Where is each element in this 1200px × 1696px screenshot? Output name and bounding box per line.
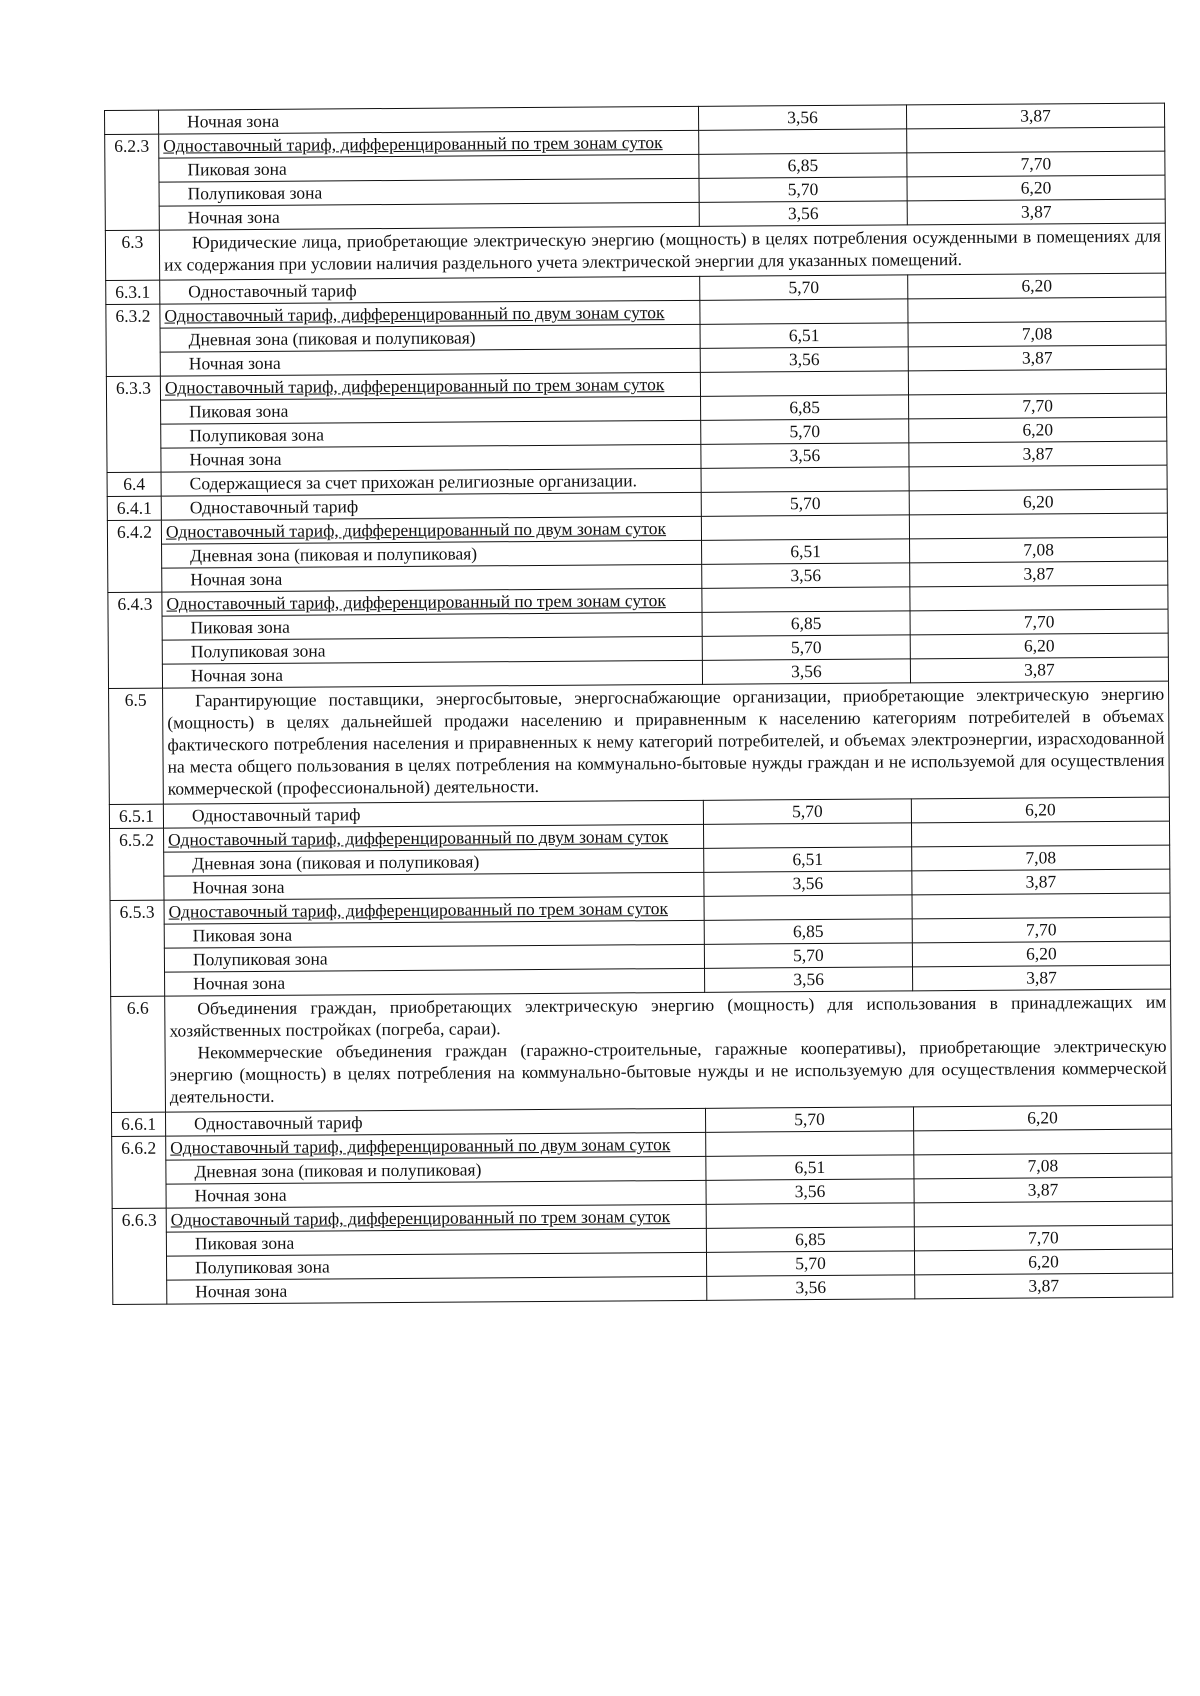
tariff-value-1: 3,56 [702,563,910,588]
tariff-value-1: 5,70 [700,275,908,300]
row-number [105,110,159,134]
tariff-value-1: 5,70 [701,419,909,444]
tariff-value-1 [704,823,912,848]
document-page [104,103,1172,1305]
tariff-value-1 [706,1131,914,1156]
tariff-value-2: 6,20 [910,633,1168,659]
tariff-name: Дневная зона (пиковая и полупиковая) [160,324,700,352]
table-row [111,989,1172,1112]
tariff-name: Полупиковая зона [164,944,704,972]
tariff-value-2 [912,893,1170,919]
tariff-name: Пиковая зона [161,396,701,424]
tariff-name: Ночная зона [162,564,702,592]
row-number: 6.5.3 [110,900,165,996]
row-number: 6.5.2 [110,828,165,900]
row-number: 6.4.3 [108,592,163,688]
tariff-name: Одноставочный тариф, дифференцированный по трем зонам суток [162,588,702,616]
row-number: 6.3 [105,230,159,280]
tariff-name: Ночная зона [160,348,700,376]
tariff-name: Полупиковая зона [159,178,699,206]
tariff-table [104,103,1173,1305]
tariff-value-1: 6,85 [704,919,912,944]
tariff-value-1 [702,587,910,612]
row-number: 6.6.2 [112,1136,167,1208]
tariff-name: Ночная зона [166,1180,706,1208]
tariff-value-1: 6,85 [702,611,910,636]
tariff-value-2: 7,08 [910,537,1168,563]
tariff-name: Одноставочный тариф, дифференцированный по двум зонам суток [161,516,701,544]
category-description [165,989,1172,1112]
tariff-name: Одноставочный тариф, дифференцированный по трем зонам суток [160,372,700,400]
tariff-name: Полупиковая зона [167,1252,707,1280]
tariff-value-2: 6,20 [909,417,1167,443]
tariff-value-1: 6,85 [706,1227,914,1252]
tariff-name: Полупиковая зона [162,636,702,664]
tariff-name: Пиковая зона [166,1228,706,1256]
tariff-value-2: 7,70 [910,609,1168,635]
tariff-value-1 [706,1203,914,1228]
tariff-name: Одноставочный тариф [160,276,700,304]
row-number: 6.6 [111,996,166,1112]
tariff-name: Пиковая зона [159,154,699,182]
tariff-value-2: 7,08 [912,845,1170,871]
tariff-name: Ночная зона [159,106,699,134]
tariff-value-2 [914,1129,1172,1155]
tariff-value-1: 5,70 [699,177,907,202]
row-number: 6.3.1 [106,280,160,304]
row-number: 6.3.2 [106,304,161,376]
tariff-value-2: 6,20 [914,1249,1172,1275]
tariff-name: Ночная зона [167,1276,707,1304]
tariff-value-1: 3,56 [699,201,907,226]
tariff-value-2: 3,87 [906,103,1164,129]
tariff-value-2: 6,20 [911,797,1169,823]
tariff-name: Содержащиеся за счет прихожан религиозные организации. [161,468,701,496]
tariff-value-2: 7,70 [909,393,1167,419]
row-number: 6.4.2 [107,520,162,592]
tariff-name: Пиковая зона [164,920,704,948]
tariff-value-2: 3,87 [908,345,1166,371]
tariff-name: Ночная зона [162,660,702,688]
tariff-value-2: 6,20 [907,175,1165,201]
row-number: 6.4.1 [107,496,161,520]
tariff-value-1: 5,70 [702,635,910,660]
tariff-name: Одноставочный тариф, дифференцированный по двум зонам суток [166,1132,706,1160]
row-number: 6.6.3 [112,1208,167,1304]
tariff-value-2: 7,70 [907,151,1165,177]
tariff-value-1: 6,85 [701,395,909,420]
tariff-name: Одноставочный тариф [161,492,701,520]
tariff-value-2: 3,87 [913,965,1171,991]
tariff-value-1: 6,51 [702,539,910,564]
tariff-name: Одноставочный тариф, дифференцированный по трем зонам суток [159,130,699,158]
tariff-value-2: 3,87 [910,561,1168,587]
tariff-name: Пиковая зона [162,612,702,640]
tariff-name: Одноставочный тариф [165,1108,705,1136]
tariff-value-1: 5,70 [701,491,909,516]
tariff-value-1: 6,85 [699,153,907,178]
tariff-name: Ночная зона [164,872,704,900]
tariff-value-2: 6,20 [912,941,1170,967]
table-row [105,223,1165,280]
tariff-value-1: 3,56 [706,1179,914,1204]
tariff-value-2: 7,08 [908,321,1166,347]
tariff-name: Одноставочный тариф, дифференцированный по двум зонам суток [160,300,700,328]
tariff-value-2: 7,70 [912,917,1170,943]
row-number: 6.4 [107,472,161,496]
tariff-name: Дневная зона (пиковая и полупиковая) [162,540,702,568]
tariff-name: Дневная зона (пиковая и полупиковая) [164,848,704,876]
category-description [163,681,1170,804]
tariff-name: Дневная зона (пиковая и полупиковая) [166,1156,706,1184]
tariff-value-2: 3,87 [914,1177,1172,1203]
tariff-value-1: 5,70 [705,1107,913,1132]
row-number: 6.3.3 [106,376,161,472]
row-number: 6.6.1 [111,1112,165,1136]
description-paragraph: Некоммерческие объединения граждан (гаражно-строительные, гаражные кооперативы), приобретающие электрическую энергию (мощность) в целях потребления на коммунально-бытовые нужды и не используемую для осуществления коммерческой деятельности. [169,1035,1167,1107]
tariff-value-2: 6,20 [913,1105,1171,1131]
tariff-value-1: 3,56 [702,659,910,684]
tariff-value-2: 3,87 [912,869,1170,895]
tariff-name: Ночная зона [159,202,699,230]
tariff-value-1: 3,56 [700,347,908,372]
tariff-value-2 [908,369,1166,395]
tariff-value-1 [700,371,908,396]
tariff-name: Одноставочный тариф, дифференцированный по трем зонам суток [164,896,704,924]
tariff-value-2: 3,87 [907,199,1165,225]
description-paragraph: Объединения граждан, приобретающих электрическую энергию (мощность) для использования в принадлежащих им хозяйственных постройках (погреба, сараи). [169,991,1167,1041]
tariff-name: Одноставочный тариф, дифференцированный по трем зонам суток [166,1204,706,1232]
tariff-name: Одноставочный тариф, дифференцированный по двум зонам суток [164,824,704,852]
tariff-name: Одноставочный тариф [163,800,703,828]
tariff-value-1: 5,70 [706,1251,914,1276]
tariff-value-2 [909,465,1167,491]
tariff-value-1: 3,56 [705,967,913,992]
tariff-value-1: 3,56 [707,1275,915,1300]
tariff-value-1: 3,56 [698,105,906,130]
tariff-value-1: 6,51 [704,847,912,872]
tariff-name: Ночная зона [161,444,701,472]
tariff-value-1: 3,56 [701,443,909,468]
tariff-value-2 [910,585,1168,611]
tariff-value-2 [908,297,1166,323]
tariff-value-1 [701,515,909,540]
tariff-value-1 [701,467,909,492]
tariff-value-1: 6,51 [700,323,908,348]
tariff-value-2: 3,87 [915,1273,1173,1299]
description-paragraph: Гарантирующие поставщики, энергосбытовые, энергоснабжающие организации, приобретающие электрическую энергию (мощность) в целях дальнейшей продажи населению и приравненным к населению категориям потребителей в объемах фактического потребления населения и приравненных к нему категорий потребителей, и объемах электроэнергии, израсходованной на места общего пользования в целях потребления на коммунально-бытовые нужды граждан и не используемой для осуществления коммерческой (профессиональной) деятельности. [167,683,1165,799]
tariff-value-2: 3,87 [910,657,1168,683]
row-number: 6.2.3 [105,134,160,230]
tariff-value-1: 5,70 [703,799,911,824]
description-paragraph: Юридические лица, приобретающие электрическую энергию (мощность) в целях потребления осужденными в помещениях для их содержания при условии наличия раздельного учета электрической энергии для указанных помещений. [164,225,1161,275]
tariff-value-1: 5,70 [704,943,912,968]
row-number: 6.5.1 [109,804,163,828]
tariff-value-2: 7,08 [914,1153,1172,1179]
tariff-value-1 [704,895,912,920]
tariff-name: Полупиковая зона [161,420,701,448]
tariff-value-2: 6,20 [909,489,1167,515]
tariff-value-2 [911,821,1169,847]
tariff-value-1 [699,129,907,154]
tariff-value-1 [700,299,908,324]
tariff-value-1: 6,51 [706,1155,914,1180]
tariff-name: Ночная зона [165,968,705,996]
tariff-value-2: 6,20 [908,273,1166,299]
tariff-value-2: 7,70 [914,1225,1172,1251]
tariff-value-1: 3,56 [704,871,912,896]
tariff-value-2 [914,1201,1172,1227]
tariff-value-2: 3,87 [909,441,1167,467]
tariff-value-2 [907,127,1165,153]
category-description [159,223,1165,280]
tariff-value-2 [909,513,1167,539]
row-number: 6.5 [109,688,164,804]
table-row [109,681,1170,804]
tariff-table-body [105,103,1173,1304]
